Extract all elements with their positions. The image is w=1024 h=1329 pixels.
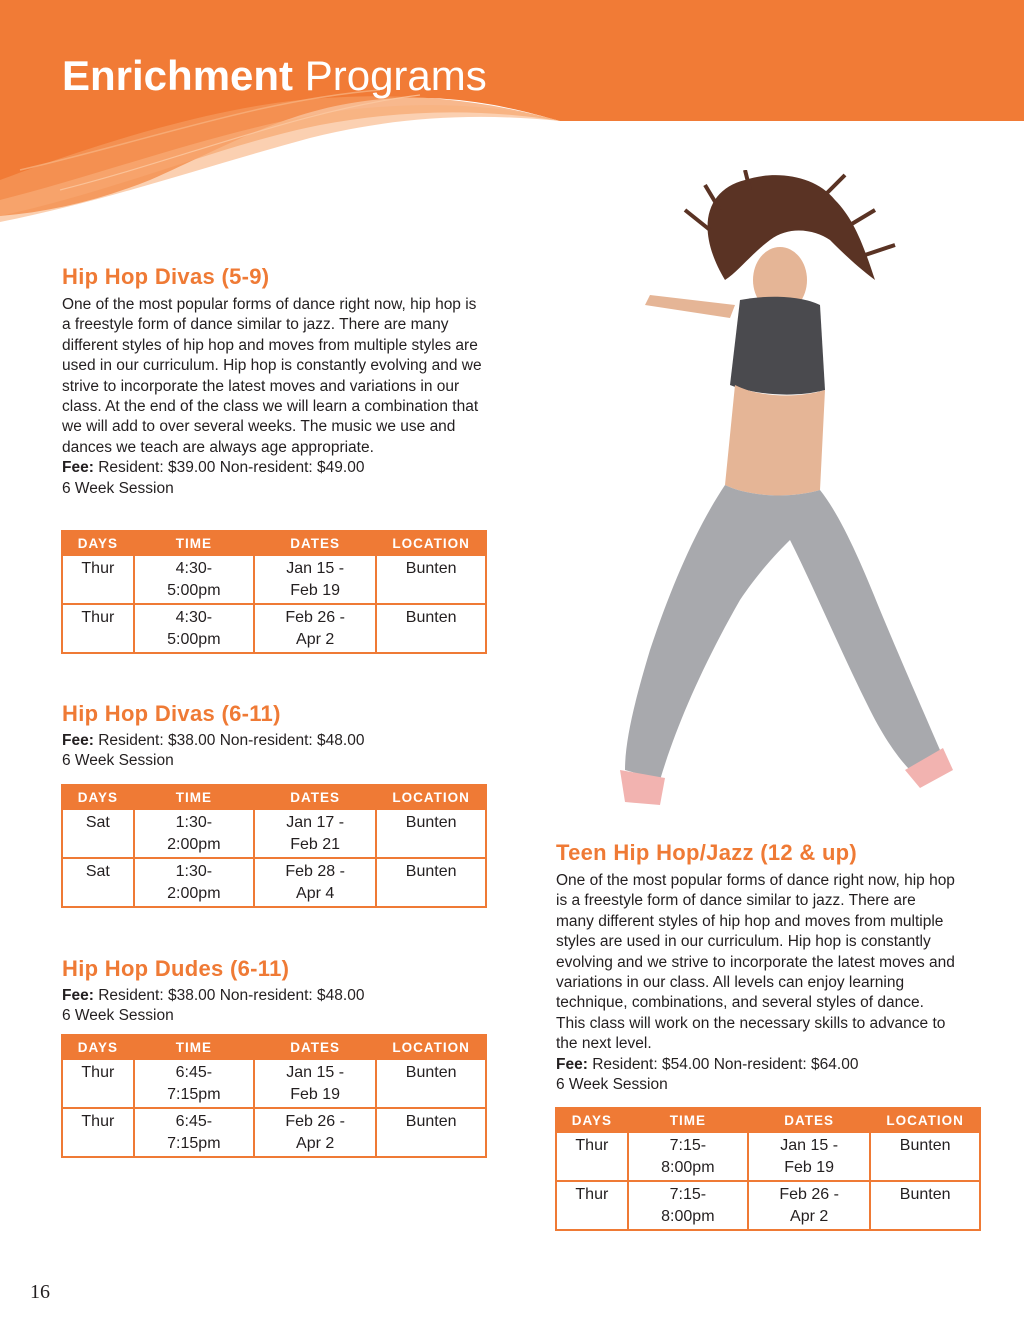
program-title: Hip Hop Divas (6-11): [62, 701, 281, 726]
cell-day: Sat: [62, 809, 134, 858]
cell-day: Thur: [556, 1181, 628, 1230]
cell-dates: Jan 15 - Feb 19: [748, 1132, 870, 1181]
cell-location: Bunten: [376, 1108, 486, 1157]
program-title: Hip Hop Divas (5-9): [62, 264, 270, 289]
program-hip-hop-dudes-6-11: [62, 955, 482, 1027]
page-title: Enrichment Programs: [62, 52, 487, 99]
schedule-table: [61, 1034, 487, 1158]
table-row: [62, 604, 486, 653]
header-location: LOCATION: [870, 1108, 980, 1132]
table-row: [62, 858, 486, 907]
cell-time: 4:30- 5:00pm: [134, 555, 254, 604]
table-row: [62, 809, 486, 858]
cell-location: Bunten: [870, 1132, 980, 1181]
header-location: LOCATION: [376, 785, 486, 809]
cell-day: Sat: [62, 858, 134, 907]
program-session: 6 Week Session: [62, 479, 174, 497]
cell-dates: Feb 26 - Apr 2: [254, 604, 376, 653]
cell-time: 1:30- 2:00pm: [134, 858, 254, 907]
header-dates: DATES: [254, 785, 376, 809]
table-row: [556, 1132, 980, 1181]
cell-location: Bunten: [376, 555, 486, 604]
program-teen-hip-hop-jazz: [556, 839, 956, 1095]
schedule-table: [555, 1107, 981, 1231]
cell-time: 4:30- 5:00pm: [134, 604, 254, 653]
header-time: TIME: [134, 1035, 254, 1059]
cell-day: Thur: [62, 1059, 134, 1108]
program-hip-hop-divas-6-11: [62, 700, 482, 772]
header-dates: DATES: [748, 1108, 870, 1132]
cell-dates: Feb 26 - Apr 2: [254, 1108, 376, 1157]
cell-day: Thur: [62, 1108, 134, 1157]
table-header-row: [556, 1108, 980, 1132]
program-hip-hop-divas-5-9: [62, 263, 482, 499]
cell-location: Bunten: [870, 1181, 980, 1230]
page-number: 16: [30, 1281, 50, 1303]
header-days: DAYS: [62, 1035, 134, 1059]
program-session: 6 Week Session: [62, 752, 174, 770]
table-header-row: [62, 531, 486, 555]
program-fee: Fee: Resident: $54.00 Non-resident: $64.00: [556, 1055, 859, 1073]
cell-time: 6:45- 7:15pm: [134, 1108, 254, 1157]
header-location: LOCATION: [376, 1035, 486, 1059]
header-dates: DATES: [254, 531, 376, 555]
program-title: Teen Hip Hop/Jazz (12 & up): [556, 840, 858, 865]
cell-dates: Feb 28 - Apr 4: [254, 858, 376, 907]
cell-location: Bunten: [376, 809, 486, 858]
cell-dates: Feb 26 - Apr 2: [748, 1181, 870, 1230]
header-location: LOCATION: [376, 531, 486, 555]
header-time: TIME: [134, 531, 254, 555]
program-fee: Fee: Resident: $38.00 Non-resident: $48.00: [62, 987, 365, 1004]
table-row: [556, 1181, 980, 1230]
cell-dates: Jan 15 - Feb 19: [254, 555, 376, 604]
schedule-table: [61, 784, 487, 908]
program-fee: Fee: Resident: $38.00 Non-resident: $48.00: [62, 732, 365, 749]
header-time: TIME: [628, 1108, 748, 1132]
program-fee: Fee: Resident: $39.00 Non-resident: $49.00: [62, 459, 365, 477]
header-dates: DATES: [254, 1035, 376, 1059]
header-time: TIME: [134, 785, 254, 809]
cell-time: 7:15- 8:00pm: [628, 1181, 748, 1230]
schedule-table: [61, 530, 487, 654]
header-days: DAYS: [62, 531, 134, 555]
program-session: 6 Week Session: [62, 1007, 174, 1025]
table-row: [62, 1108, 486, 1157]
cell-time: 6:45- 7:15pm: [134, 1059, 254, 1108]
program-title: Hip Hop Dudes (6-11): [62, 956, 290, 981]
table-header-row: [62, 785, 486, 809]
cell-dates: Jan 15 - Feb 19: [254, 1059, 376, 1108]
table-row: [62, 1059, 486, 1108]
cell-location: Bunten: [376, 858, 486, 907]
cell-day: Thur: [62, 555, 134, 604]
table-header-row: [62, 1035, 486, 1059]
cell-time: 7:15- 8:00pm: [628, 1132, 748, 1181]
cell-location: Bunten: [376, 604, 486, 653]
cell-time: 1:30- 2:00pm: [134, 809, 254, 858]
program-description: One of the most popular forms of dance right now, hip hop is a freestyle form of dance similar to jazz. There are many different styles of hip hop and moves from multiple styles are used in our curriculum. Hip hop is constantly evolving and we strive to incorporate the latest moves and variations in our class. At the end of the class we will learn a combination that we will add to over several weeks. The music we use and dances we teach are always age appropriate.: [62, 296, 482, 456]
header-days: DAYS: [556, 1108, 628, 1132]
program-session: 6 Week Session: [556, 1076, 668, 1094]
header-days: DAYS: [62, 785, 134, 809]
cell-day: Thur: [556, 1132, 628, 1181]
program-description: One of the most popular forms of dance right now, hip hop is a freestyle form of dance similar to jazz. There are many different styles of hip hop and moves from multiple styles are used in our curriculum. Hip hop is constantly evolving and we strive to incorporate the latest moves and variations in our class. All levels can enjoy learning technique, combinations, and several styles of dance. This class will work on the necessary skills to advance to the next level.: [556, 872, 955, 1053]
cell-location: Bunten: [376, 1059, 486, 1108]
cell-day: Thur: [62, 604, 134, 653]
dancer-photo: [575, 170, 965, 820]
cell-dates: Jan 17 - Feb 21: [254, 809, 376, 858]
table-row: [62, 555, 486, 604]
